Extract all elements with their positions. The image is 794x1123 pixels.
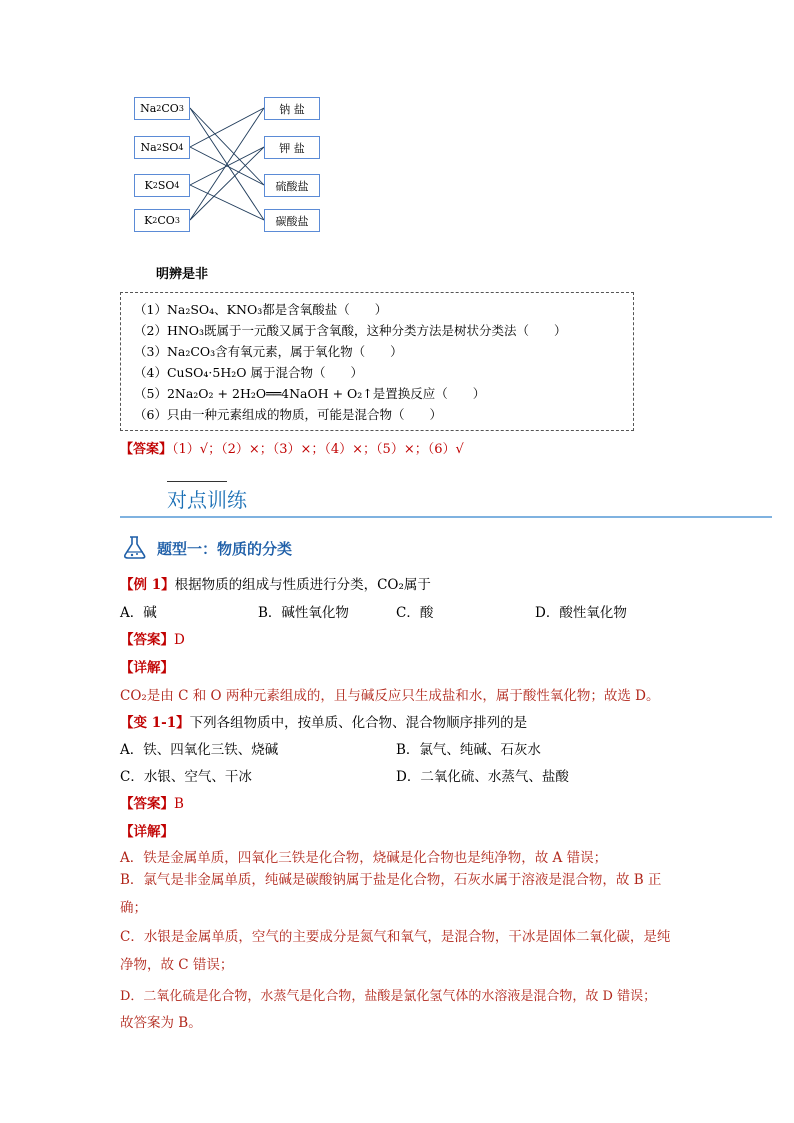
formula-sub: 2 bbox=[156, 104, 162, 113]
example-1-question bbox=[120, 573, 431, 593]
judge-item: （6）只由一种元素组成的物质，可能是混合物（ ） bbox=[134, 407, 442, 422]
option-a: A．铁、四氧化三铁、烧碱 bbox=[120, 742, 279, 758]
formula-sub: 3 bbox=[178, 104, 184, 113]
section-title: 对点训练 bbox=[167, 488, 247, 512]
option-c: C．酸 bbox=[396, 605, 434, 621]
answer-tag: 【答案】 bbox=[120, 442, 173, 457]
formula-part: K bbox=[144, 214, 153, 227]
formula-sub: 4 bbox=[174, 181, 180, 190]
formula-sub: 4 bbox=[178, 143, 184, 152]
flask-icon bbox=[120, 534, 150, 560]
judge-item: （1）Na₂SO₄、KNO₃都是含氧酸盐（ ） bbox=[134, 302, 388, 317]
category-box bbox=[264, 136, 320, 159]
option-c: C．水银、空气、干冰 bbox=[120, 769, 252, 785]
category-box bbox=[264, 97, 320, 120]
connector-lines bbox=[0, 0, 794, 260]
formula-part: Na bbox=[140, 141, 157, 154]
formula-part: Na bbox=[140, 102, 157, 115]
judge-item: （5）2Na₂O₂ + 2H₂O══4NaOH + O₂↑是置换反应（ ） bbox=[134, 386, 486, 401]
judge-answer bbox=[120, 438, 464, 457]
answer-text: D bbox=[174, 632, 185, 648]
detail-line: B．氯气是非金属单质，纯碱是碳酸钠属于盐是化合物，石灰水属于溶液是混合物，故 B 正确； bbox=[120, 872, 662, 916]
example-1-answer bbox=[120, 628, 185, 648]
detail-line: A．铁是金属单质，四氧化三铁是化合物，烧碱是化合物也是纯净物，故 A 错误； bbox=[120, 850, 608, 866]
formula-box bbox=[134, 136, 190, 159]
detail-tag: 【详解】 bbox=[120, 824, 174, 840]
option-d: D．酸性氧化物 bbox=[535, 605, 627, 621]
option-b: B．碱性氧化物 bbox=[258, 605, 349, 621]
formula-box bbox=[134, 97, 190, 120]
detail-tag: 【详解】 bbox=[120, 660, 174, 676]
variant-answer bbox=[120, 792, 184, 812]
detail-line: 故答案为 B。 bbox=[120, 1015, 202, 1031]
formula-part: SO bbox=[157, 179, 175, 192]
formula-box bbox=[134, 174, 190, 197]
formula-part: CO bbox=[157, 214, 175, 227]
answer-tag: 【答案】 bbox=[120, 632, 174, 648]
formula-sub: 2 bbox=[152, 181, 158, 190]
detail-text: CO₂是由 C 和 O 两种元素组成的，且与碱反应只生成盐和水，属于酸性氧化物；故选 D。 bbox=[120, 688, 660, 704]
answer-text: B bbox=[174, 796, 184, 812]
category-label: 钠 盐 bbox=[279, 102, 305, 116]
topic-title: 题型一：物质的分类 bbox=[157, 540, 293, 558]
formula-sub: 3 bbox=[174, 216, 180, 225]
category-label: 碳酸盐 bbox=[275, 214, 309, 228]
detail-line: D．二氧化硫是化合物，水蒸气是化合物，盐酸是氯化氢气体的水溶液是混合物，故 D 错误； bbox=[120, 989, 657, 1004]
section-divider bbox=[120, 516, 772, 518]
category-label: 硫酸盐 bbox=[275, 179, 309, 193]
judge-item: （2）HNO₃既属于一元酸又属于含氧酸，这种分类方法是树状分类法（ ） bbox=[134, 323, 567, 338]
example-tag: 【例 1】 bbox=[120, 577, 175, 593]
formula-part: CO bbox=[161, 102, 179, 115]
connector-line bbox=[190, 108, 264, 147]
connector-line bbox=[190, 147, 264, 220]
formula-sub: 2 bbox=[156, 143, 162, 152]
connector-line bbox=[190, 108, 264, 185]
option-b: B．氯气、纯碱、石灰水 bbox=[396, 742, 541, 758]
category-box bbox=[264, 174, 320, 197]
question-text: 根据物质的组成与性质进行分类，CO₂属于 bbox=[174, 577, 431, 593]
answer-tag: 【答案】 bbox=[120, 796, 174, 812]
judge-box bbox=[120, 292, 634, 431]
formula-part: K bbox=[144, 179, 153, 192]
detail-line: C．水银是金属单质，空气的主要成分是氮气和氧气，是混合物，干冰是固体二氧化碳，是纯净物，故 C 错误； bbox=[120, 929, 671, 973]
judge-item: （3）Na₂CO₃含有氧元素，属于氧化物（ ） bbox=[134, 344, 403, 359]
judge-item: （4）CuSO₄·5H₂O 属于混合物（ ） bbox=[134, 365, 363, 380]
category-box bbox=[264, 209, 320, 232]
variant-tag: 【变 1-1】 bbox=[120, 715, 190, 731]
option-a: A．碱 bbox=[120, 605, 157, 621]
title-overline bbox=[167, 481, 227, 482]
formula-part: SO bbox=[161, 141, 179, 154]
judge-title: 明辨是非 bbox=[156, 267, 209, 282]
option-d: D．二氧化硫、水蒸气、盐酸 bbox=[396, 769, 569, 785]
formula-box bbox=[134, 209, 190, 232]
category-label: 钾 盐 bbox=[279, 141, 305, 155]
formula-sub: 2 bbox=[152, 216, 158, 225]
question-text: 下列各组物质中，按单质、化合物、混合物顺序排列的是 bbox=[189, 715, 528, 731]
answer-text: （1）√；（2）×；（3）×；（4）×；（5）×；（6）√ bbox=[172, 442, 464, 457]
variant-question bbox=[120, 711, 527, 731]
